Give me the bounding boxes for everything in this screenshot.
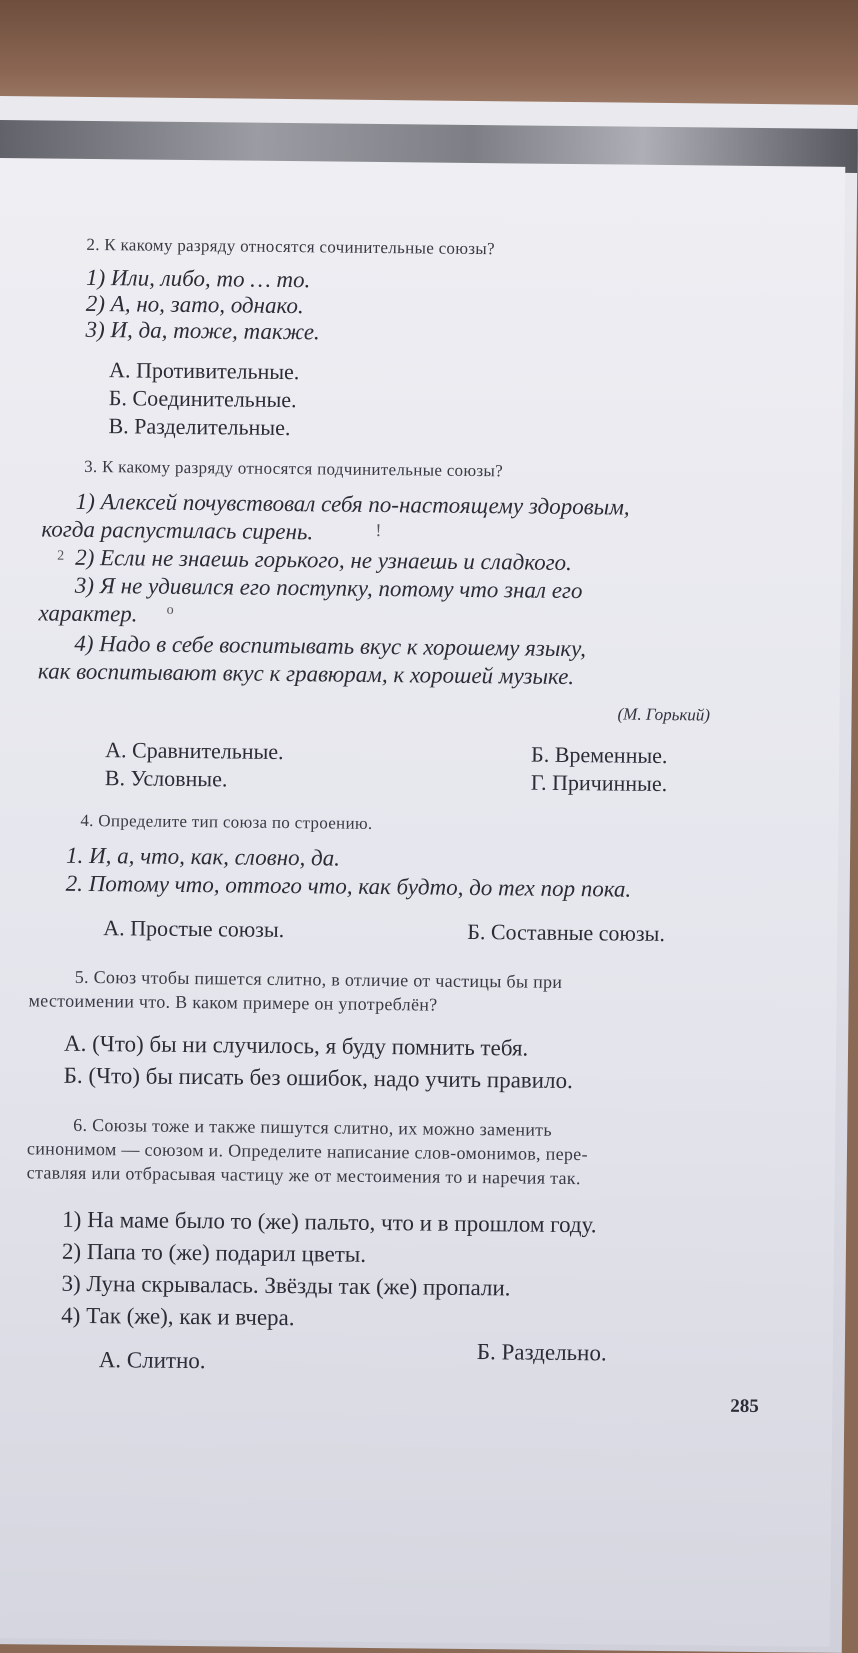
q3-item-3b: характер. [38,600,138,627]
q3-option-a: А. Сравнительные. [105,737,284,765]
q2-option-b: Б. Соединительные. [108,385,297,413]
page-number: 285 [730,1395,759,1418]
q3-item-1b: когда распустилась сирень. [41,516,314,545]
q2-option-c: В. Разделительные. [108,413,291,441]
pencil-mark: о [166,602,174,618]
q4-option-a: А. Простые союзы. [103,915,285,943]
q4-item-1: 1. И, а, что, как, словно, да. [65,842,341,871]
q5-option-b: Б. (Что) бы писать без ошибок, надо учить правило. [63,1062,573,1094]
q3-item-1a: 1) Алексей почувствовал себя по-настоящему здоровым, [75,488,630,520]
page-content [0,158,839,1647]
q2-option-a: А. Противительные. [109,357,300,385]
question-6-line-3: ставляя или отбрасывая частицу же от местоимения то и наречия так. [26,1162,581,1189]
q3-option-d: Г. Причинные. [530,769,668,797]
question-4: 4. Определите тип союза по строению. [80,810,373,833]
q4-option-b: Б. Составные союзы. [467,918,666,947]
q6-option-a: А. Слитно. [98,1347,206,1374]
page-sheet [0,158,845,1647]
q6-option-b: Б. Раздельно. [476,1339,607,1366]
question-5-line-1: 5. Союз чтобы пишется слитно, в отличие от частицы бы при [74,966,563,992]
q4-item-2: 2. Потому что, оттого что, как будто, до тех пор пока. [65,870,632,902]
pencil-mark: 2 [57,548,65,564]
q6-item-1: 1) На маме было то (же) пальто, что и в прошлом году. [62,1206,597,1238]
question-6-line-1: 6. Союзы тоже и также пишутся слитно, их можно заменить [73,1114,553,1140]
q6-item-2: 2) Папа то (же) подарил цветы. [61,1238,367,1267]
q6-item-4: 4) Так (же), как и вчера. [61,1302,295,1331]
q3-item-3a: 3) Я не удивился его поступку, потому что знал его [74,572,583,604]
q2-item-3: 3) И, да, тоже, также. [85,316,320,345]
q3-item-4a: 4) Надо в себе воспитывать вкус к хорошему языку, [74,630,587,662]
q6-item-3: 3) Луна скрывалась. Звёзды так (же) пропали. [61,1270,511,1301]
q3-option-b: Б. Временные. [531,741,668,769]
book-page [0,96,858,1653]
q2-item-2: 2) А, но, зато, однако. [85,290,304,319]
q3-item-4b: как воспитывают вкус к гравюрам, к хорошей музыке. [37,658,575,690]
q2-item-1: 1) Или, либо, то … то. [85,264,311,293]
pencil-mark: ! [375,519,382,541]
q5-option-a: А. (Что) бы ни случилось, я буду помнить тебя. [63,1030,529,1061]
question-5-line-2: местоимении что. В каком примере он употреблён? [28,990,438,1015]
q3-item-2: 2) Если не знаешь горького, не узнаешь и сладкого. [75,544,573,576]
question-2: 2. К какому разряду относятся сочинительные союзы? [86,234,495,259]
question-6-line-2: синонимом — союзом и. Определите написание слов-омонимов, пере- [26,1138,588,1165]
q3-option-c: В. Условные. [104,765,228,792]
question-3: 3. К какому разряду относятся подчинительные союзы? [84,456,504,481]
q3-author: (М. Горький) [617,704,711,725]
